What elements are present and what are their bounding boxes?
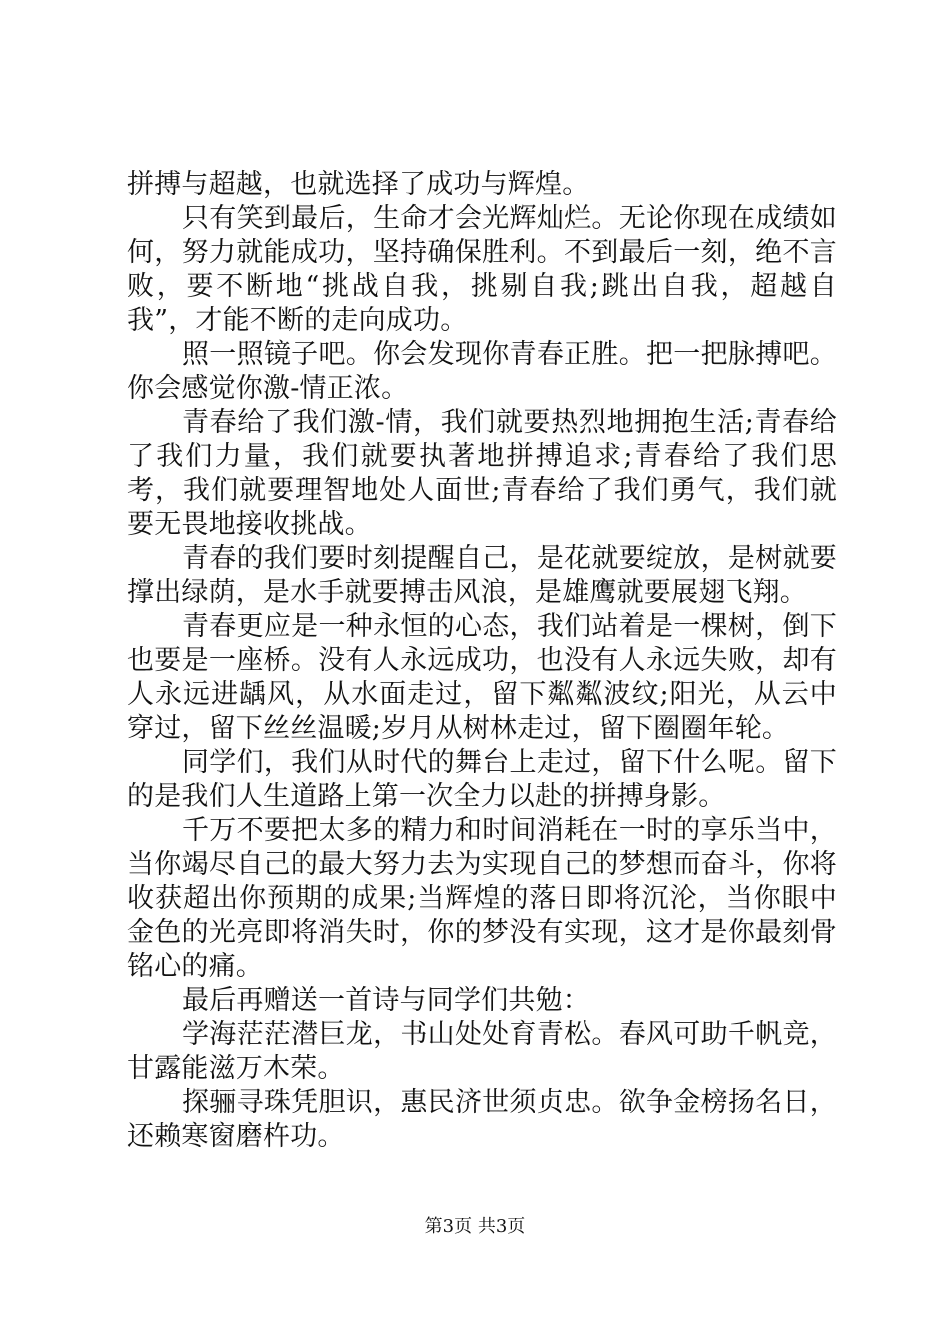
document-body [127,168,837,1154]
paragraph: 千万不要把太多的精力和时间消耗在一时的享乐当中，当你竭尽自己的最大努力去为实现自己的梦想而奋斗，你将收获超出你预期的成果;当辉煌的落日即将沉沦，当你眼中金色的光亮即将消失时，你的梦没有实现，这才是你最刻骨铭心的痛。 [127,815,837,982]
paragraph: 同学们，我们从时代的舞台上走过，留下什么呢。留下的是我们人生道路上第一次全力以赴的拼搏身影。 [127,747,837,812]
paragraph-poem-intro: 最后再赠送一首诗与同学们共勉： [182,985,590,1016]
paragraph: 青春的我们要时刻提醒自己，是花就要绽放，是树就要撑出绿荫，是水手就要搏击风浪，是雄鹰就要展翅飞翔。 [127,543,837,608]
poem-stanza: 学海茫茫潜巨龙，书山处处育青松。春风可助千帆竞，甘露能滋万木荣。 [127,1019,837,1084]
paragraph: 照一照镜子吧。你会发现你青春正胜。把一把脉搏吧。你会感觉你激-情正浓。 [127,339,837,404]
paragraph: 青春更应是一种永恒的心态，我们站着是一棵树，倒下也要是一座桥。没有人永远成功，也没有人永远失败，却有人永远进龋风，从水面走过，留下粼粼波纹;阳光，从云中穿过，留下丝丝温暖;岁月从树林走过，留下圈圈年轮。 [127,611,837,744]
poem-stanza: 探骊寻珠凭胆识，惠民济世须贞忠。欲争金榜扬名日，还赖寒窗磨杵功。 [127,1087,837,1152]
paragraph: 青春给了我们激-情，我们就要热烈地拥抱生活;青春给了我们力量，我们就要执著地拼搏追求;青春给了我们思考，我们就要理智地处人面世;青春给了我们勇气，我们就要无畏地接收挑战。 [127,407,837,540]
page-number-footer: 第3页 共3页 [424,1216,526,1237]
paragraph: 只有笑到最后，生命才会光辉灿烂。无论你现在成绩如何，努力就能成功，坚持确保胜利。不到最后一刻，绝不言败，要不断地“挑战自我，挑剔自我;跳出自我，超越自我”，才能不断的走向成功。 [127,203,837,336]
paragraph-continuation: 拼搏与超越，也就选择了成功与辉煌。 [127,169,590,200]
